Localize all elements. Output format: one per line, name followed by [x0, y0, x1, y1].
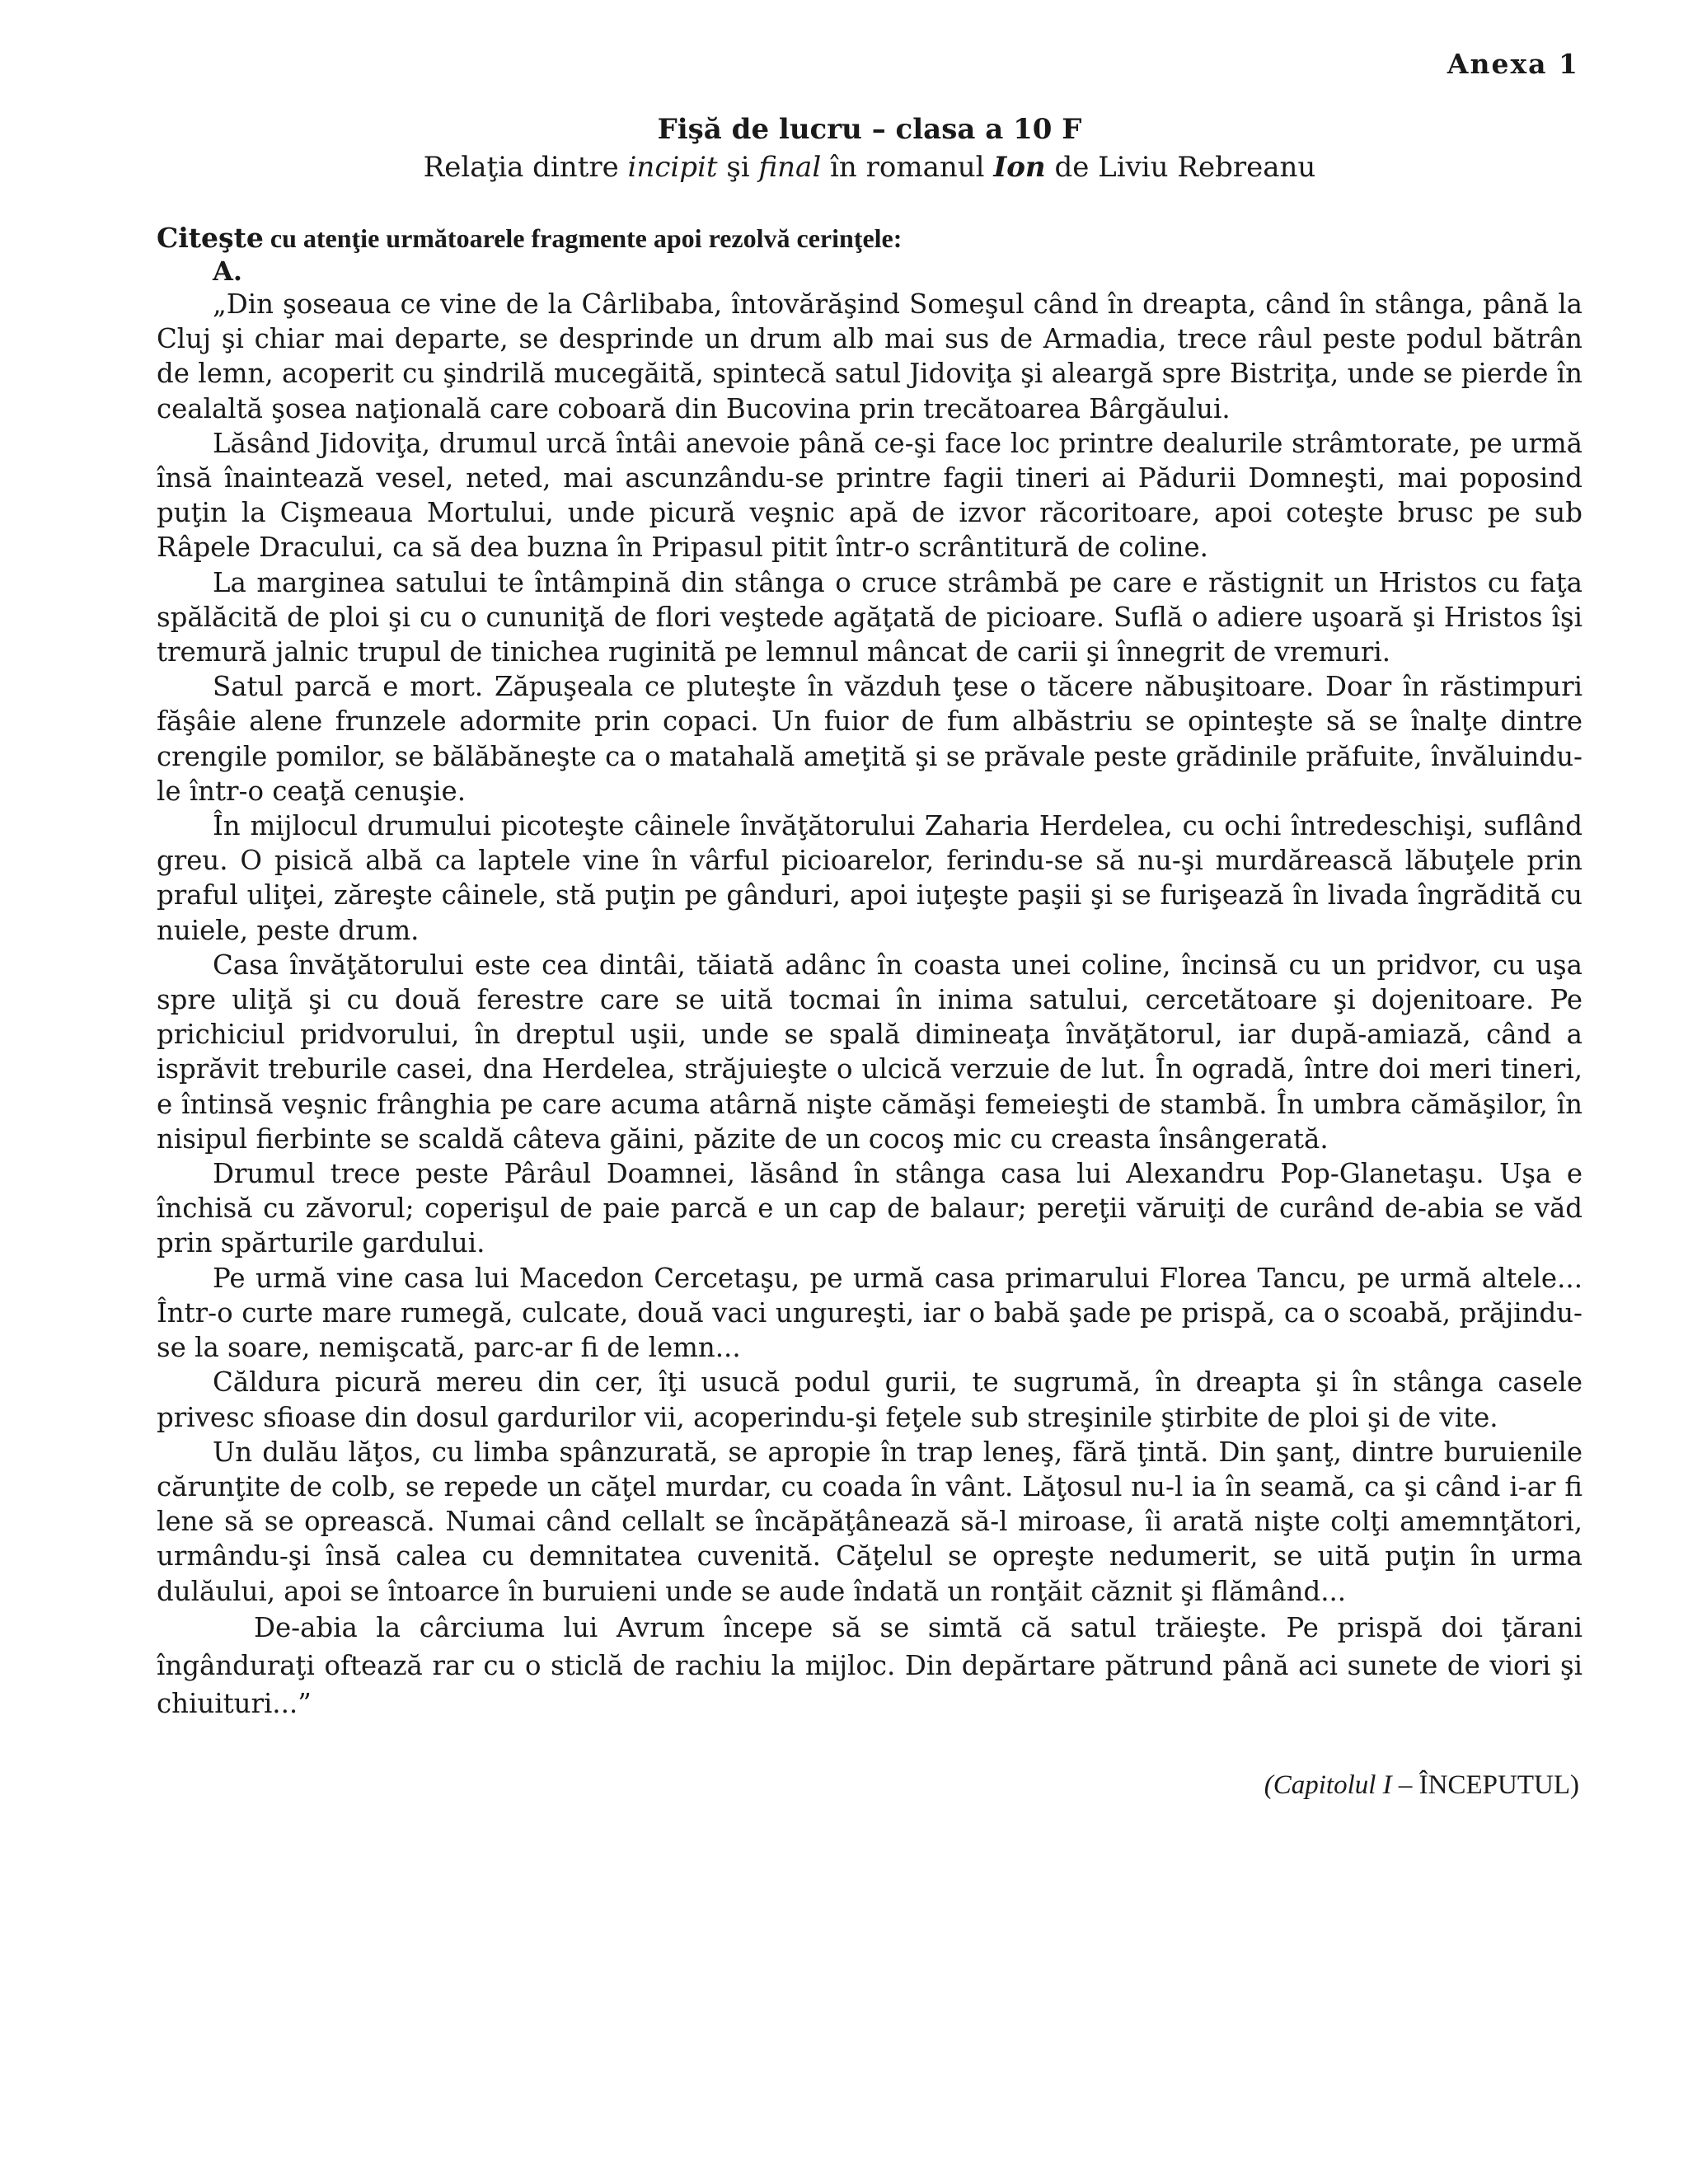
paragraph: Casa învăţătorului este cea dintâi, tăiată adânc în coasta unei coline, încinsă cu un pridvor, cu uşa spre uliţă şi cu două ferestre care se uită tocmai în inima satului, cercetătoare şi dojenitoare. Pe prichiciul pridvorului, în dreptul uşii, unde se spală dimineaţa învăţătorul, iar după-amiază, când a isprăvit treburile casei, dna Herdelea, străjuieşte o ulcică verzuie de lut. În ogradă, între doi meri tineri, e întinsă veşnic frânghia pe care acuma atârnă nişte cămăşi femeieşti de stambă. În umbra cămăşilor, în nisipul fierbinte se scaldă câteva găini, păzite de un cocoş mic cu creasta însângerată.	[157, 949, 1582, 1155]
instruction-rest: cu atenţie următoarele fragmente apoi rezolvă cerinţele:	[263, 223, 903, 253]
reference-open: (	[1264, 1769, 1273, 1800]
paragraph: Drumul trece peste Pârâul Doamnei, lăsând în stânga casa lui Alexandru Pop-Glanetaşu. Uşa e închisă cu zăvorul; coperişul de paie parcă e un cap de balaur; pereţii văruiţi de curând de-abia se văd prin spărturile gardului.	[157, 1158, 1582, 1259]
subtitle-incipit: incipit	[627, 151, 718, 184]
worksheet-title: Fişă de lucru – clasa a 10 F	[657, 113, 1082, 146]
paragraph: Căldura picură mereu din cer, îţi usucă podul gurii, te sugrumă, în dreapta şi în stânga casele privesc sfioase din dosul gardurilor vii, acoperindu-şi feţele sub streşinile ştirbite de ploi şi de vite.	[157, 1366, 1582, 1433]
instruction	[157, 222, 1582, 254]
paragraph: „Din şoseaua ce vine de la Cârlibaba, întovărăşind Someşul când în dreapta, când în stânga, până la Cluj şi chiar mai departe, se desprinde un drum alb mai sus de Armadia, trece râul peste podul bătrân de lemn, acoperit cu şindrilă mucegăită, spintecă satul Jidoviţa şi aleargă spre Bistriţa, unde se pierde în cealaltă şosea naţională care coboară din Bucovina prin trecătoarea Bârgăului.	[157, 288, 1582, 424]
subtitle-text: Relaţia dintre	[423, 151, 628, 184]
reference-name: ÎNCEPUTUL	[1418, 1769, 1570, 1800]
annex-label: Anexa 1	[1447, 48, 1579, 80]
paragraph: La marginea satului te întâmpină din stânga o cruce strâmbă pe care e răstignit un Hristos cu faţa spălăcită de ploi şi cu o cununiţă de flori veştede agăţată de picioare. Suflă o adiere uşoară şi Hristos îşi tremură jalnic trupul de tinichea ruginită pe lemnul mâncat de carii şi înnegrit de vremuri.	[157, 566, 1582, 668]
subtitle-text: de Liviu Rebreanu	[1045, 151, 1316, 184]
subtitle-text: şi	[717, 151, 759, 184]
reference-chapter: Capitolul I	[1273, 1769, 1392, 1800]
paragraph: Un dulău lăţos, cu limba spânzurată, se apropie în trap leneş, fără ţintă. Din şanţ, dintre buruienile cărunţite de colb, se repede un căţel murdar, cu coada în vânt. Lăţosul nu-l ia în seamă, ca şi când i-ar fi lene să se oprească. Numai când cellalt se încăpăţânează să-l miroase, îi arată nişte colţi amemnţători, urmându-şi însă calea cu demnitatea cuvenită. Căţelul se opreşte nedumerit, se uită puţin în urma dulăului, apoi se întoarce în buruieni unde se aude îndată un ronţăit căznit şi flămând...	[157, 1436, 1582, 1607]
reference-dash: –	[1391, 1769, 1419, 1800]
paragraph: În mijlocul drumului picoteşte câinele învăţătorului Zaharia Herdelea, cu ochi întredeschişi, suflând greu. O pisică albă ca laptele vine în vârful picioarelor, ferindu-se să nu-şi murdărească lăbuţele prin praful uliţei, zăreşte câinele, stă puţin pe gânduri, apoi iuţeşte paşii şi se furişează în livada îngrădită cu nuiele, peste drum.	[157, 810, 1582, 946]
chapter-reference	[157, 1770, 1579, 1801]
paragraph: De-abia la cârciuma lui Avrum începe să se simtă că satul trăieşte. Pe prispă doi ţărani îngânduraţi oftează rar cu o sticlă de rachiu la mijloc. Din depărtare pătrund până aci sunete de viori şi chiuituri...”	[157, 1611, 1582, 1719]
subtitle-text: în romanul	[821, 151, 994, 184]
subtitle-final: final	[758, 151, 822, 184]
instruction-first-word: Citeşte	[157, 222, 264, 254]
reference-close: )	[1570, 1769, 1579, 1800]
paragraph: Pe urmă vine casa lui Macedon Cercetaşu, pe urmă casa primarului Florea Tancu, pe urmă altele... Într-o curte mare rumegă, culcate, două vaci ungureşti, iar o babă şade pe prispă, ca o scoabă, prăjindu-se la soare, nemişcată, parc-ar fi de lemn...	[157, 1262, 1582, 1364]
fragment-text	[157, 287, 1582, 1722]
subtitle-novel: Ion	[993, 151, 1046, 184]
worksheet-subtitle	[157, 151, 1582, 184]
section-label: A.	[213, 255, 242, 287]
paragraph: Lăsând Jidoviţa, drumul urcă întâi anevoie până ce-şi face loc printre dealurile strâmtorate, pe urmă însă înaintează vesel, neted, mai ascunzându-se printre fagii tineri ai Pădurii Domneşti, mai poposind puţin la Cişmeaua Mortului, unde picură veşnic apă de izvor răcoritoare, apoi coteşte brusc pe sub Râpele Dracului, ca să dea buzna în Pripasul pitit într-o scrântitură de coline.	[157, 427, 1582, 564]
paragraph: Satul parcă e mort. Zăpuşeala ce pluteşte în văzduh ţese o tăcere năbuşitoare. Doar în răstimpuri făşâie alene frunzele adormite prin copaci. Un fuior de fum albăstriu se opinteşte să se înalţe dintre crengile pomilor, se bălăbăneşte ca o matahală ameţită şi se prăvale peste grădinile prăfuite, învăluindu-le într-o ceaţă cenuşie.	[157, 671, 1582, 807]
